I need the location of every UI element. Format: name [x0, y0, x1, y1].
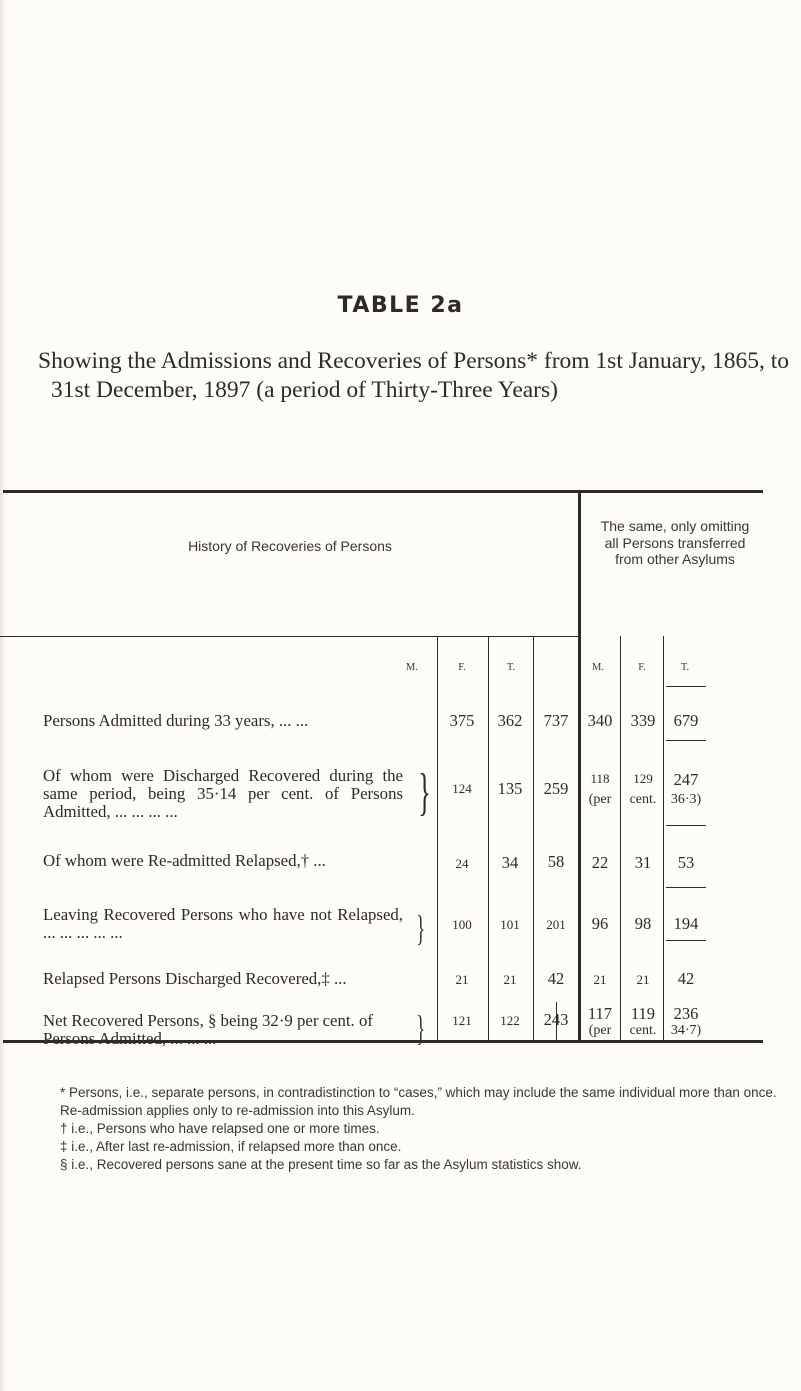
group-divider: [578, 492, 581, 1042]
cell-discharged-m: 124: [452, 781, 472, 796]
sub-header-m2: M.: [592, 662, 604, 673]
cell-net-recovered-f2: 119: [630, 1004, 656, 1023]
note-cent: cent.: [629, 792, 657, 807]
note-pct-value: 36·3): [670, 792, 702, 807]
cell-discharged-t: 259: [543, 779, 569, 798]
brace-discharged: }: [418, 764, 431, 821]
row-rule-5: [666, 940, 706, 941]
sub-header-f2: F.: [638, 662, 646, 673]
row-label-discharged: Of whom were Discharged Recovered during the same period, being 35·14 per cent. of Persons Admitted, ... ... ... ...: [43, 766, 403, 821]
header-divider: [0, 636, 580, 637]
cell-admitted-m: 375: [449, 711, 475, 730]
cell-not-relapsed-m2: 96: [591, 914, 609, 933]
cell-readmitted-m: 24: [455, 856, 469, 871]
net-note-pct-value: 34·7): [670, 1023, 702, 1038]
cell-discharged-t2: 247: [673, 770, 699, 789]
cell-discharged-f: 135: [497, 779, 523, 798]
cell-admitted-f: 362: [497, 711, 523, 730]
cell-net-recovered-t2: 236: [673, 1004, 699, 1023]
cell-discharged-m2: 118: [590, 771, 610, 786]
note-per: (per: [588, 792, 612, 807]
cell-not-relapsed-f2: 98: [634, 914, 652, 933]
footnote-persons: * Persons, i.e., separate persons, in contradistinction to “cases,” which may include the same individual more than once.: [60, 1085, 777, 1100]
sub-header-f1: F.: [458, 662, 466, 673]
cell-relapsed-discharged-f: 21: [503, 972, 517, 987]
row-rule-4: [666, 887, 706, 888]
cell-net-recovered-f: 122: [500, 1013, 520, 1028]
cell-net-recovered-m: 121: [452, 1013, 472, 1028]
row-label-not-relapsed: Leaving Recovered Persons who have not Relapsed, ... ... ... ... ...: [43, 905, 403, 942]
net-note-cent: cent.: [629, 1023, 657, 1038]
cell-relapsed-discharged-t: 42: [547, 969, 565, 988]
cell-readmitted-t2: 53: [677, 853, 695, 872]
left-group-header: History of Recoveries of Persons: [188, 538, 392, 554]
footnote-section: § i.e., Recovered persons sane at the present time so far as the Asylum statistics show.: [60, 1157, 582, 1172]
cell-admitted-f2: 339: [630, 711, 656, 730]
footnotes: [60, 1084, 780, 1174]
top-rule: [3, 490, 763, 493]
cell-net-recovered-t: 243: [543, 1010, 569, 1029]
footnote-dagger: † i.e., Persons who have relapsed one or more times.: [60, 1121, 380, 1136]
cell-discharged-f2: 129: [633, 771, 653, 786]
footnote-double-dagger: ‡ i.e., After last re-admission, if relapsed more than once.: [60, 1139, 402, 1154]
cell-not-relapsed-m: 100: [452, 917, 472, 932]
cell-readmitted-f: 34: [501, 853, 519, 872]
cell-admitted-t2: 679: [673, 711, 699, 730]
cell-relapsed-discharged-t2: 42: [677, 969, 695, 988]
cell-relapsed-discharged-f2: 21: [636, 972, 650, 987]
cell-relapsed-discharged-m2: 21: [593, 972, 607, 987]
cell-not-relapsed-t2: 194: [673, 914, 699, 933]
row-rule-2: [666, 740, 706, 741]
cell-admitted-m2: 340: [587, 711, 613, 730]
row-label-relapsed-discharged: Relapsed Persons Discharged Recovered,‡ ...: [43, 969, 347, 988]
cell-not-relapsed-f: 101: [500, 917, 520, 932]
footnote-readmission: Re-admission applies only to re-admission into this Asylum.: [60, 1103, 415, 1118]
cell-admitted-t: 737: [543, 711, 569, 730]
row-label-admitted: Persons Admitted during 33 years, ... ...: [43, 711, 309, 730]
sub-header-t2: T.: [680, 662, 690, 673]
cell-not-relapsed-t: 201: [546, 917, 566, 932]
brace-not-relapsed: }: [416, 908, 425, 948]
sub-header-m1: M.: [406, 662, 418, 673]
row-label-readmitted: Of whom were Re-admitted Relapsed,† ...: [43, 851, 326, 870]
row-rule-3: [666, 825, 706, 826]
right-group-header: The same, only omitting all Persons transferred from other Asylums: [600, 518, 750, 567]
sub-header-t1: T.: [506, 662, 516, 673]
cell-readmitted-f2: 31: [634, 853, 652, 872]
table-title: TABLE 2a: [337, 293, 464, 318]
cell-readmitted-t: 58: [547, 852, 565, 871]
cell-relapsed-discharged-m: 21: [455, 972, 469, 987]
net-note-per: (per: [588, 1023, 612, 1038]
page-edge: [0, 0, 6, 1391]
brace-net-recovered: }: [416, 1008, 425, 1048]
row-label-net-recovered: Net Recovered Persons, § being 32·9 per cent. of Persons Admitted, ... ... ...: [43, 1011, 373, 1048]
row-rule-1: [666, 686, 706, 687]
table-caption: Showing the Admissions and Recoveries of Persons* from 1st January, 1865, to 31st December, 1897 (a period of Thirty-Three Years): [38, 348, 790, 403]
cell-net-recovered-m2: 117: [587, 1004, 613, 1023]
cell-readmitted-m2: 22: [591, 853, 609, 872]
